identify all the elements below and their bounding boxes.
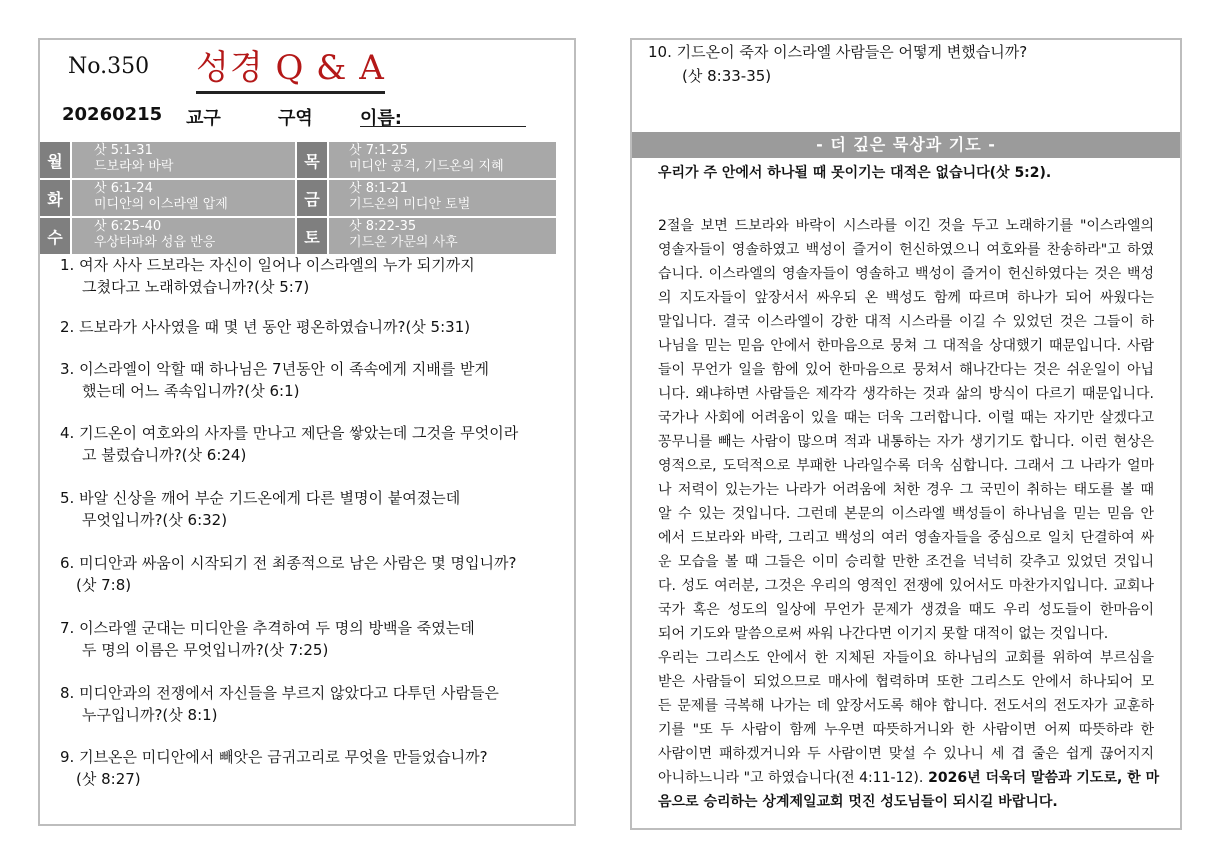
body-line: 받은 사람들이 되었으므로 매사에 협력하며 또한 그리스도 안에서 하나되어 모 xyxy=(658,674,1154,690)
schedule-row xyxy=(40,180,574,216)
district-label: 구역 xyxy=(278,108,313,129)
question-item: 1. 여자 사사 드보라는 자신이 일어나 이스라엘의 누가 되기까지 그쳤다고 노래하였습니까?(삿 5:7) xyxy=(60,256,475,296)
reading-cell xyxy=(329,218,556,254)
body-line: 든 문제를 극복해 나가는 데 앞장서도록 해야 합니다. 전도서의 전도자가 교훈하 xyxy=(658,698,1154,714)
body-line: 2절을 보면 드보라와 바락이 시스라를 이긴 것을 두고 노래하기를 "이스라엘의 xyxy=(658,218,1154,234)
question-text: 10. 기드온이 죽자 이스라엘 사람들은 어떻게 변했습니까? xyxy=(648,43,1028,61)
body-line: 다. 성도 여러분, 그것은 우리의 영적인 전쟁에 있어서도 마찬가지입니다. 교회나 xyxy=(658,578,1154,594)
reading-ref: 삿 5:1-31 xyxy=(94,143,153,158)
body-line xyxy=(658,766,1160,790)
quiz-sheet-left xyxy=(38,38,576,826)
question-item: 4. 기드온이 여호와의 사자를 만나고 제단을 쌓았는데 그것을 무엇이라 고 불렀습니까?(삿 6:24) xyxy=(60,424,519,464)
body-line: 기를 "또 두 사람이 함께 누우면 따뜻하거니와 한 사람이면 어찌 따뜻하랴 한 xyxy=(658,722,1154,738)
schedule-row xyxy=(40,142,574,178)
question-item: 7. 이스라엘 군대는 미디안을 추격하여 두 명의 방백을 죽였는데 두 명의 이름은 무엇입니까?(삿 7:25) xyxy=(60,619,475,659)
day-label: 목 xyxy=(297,142,327,178)
body-line: 습니다. 이스라엘의 영솔자들이 영솔하고 백성이 즐거이 헌신하였다는 것은 백성 xyxy=(658,266,1154,282)
question-item: 3. 이스라엘이 악할 때 하나님은 7년동안 이 족속에게 지배를 받게 했는데 어느 족속입니까?(삿 6:1) xyxy=(60,360,490,400)
question-item: 9. 기브온은 미디안에서 빼앗은 금귀고리로 무엇을 만들었습니까? (삿 8:27) xyxy=(60,748,488,788)
body-line: 국가나 사회에 어려움이 있을 때는 더욱 그러합니다. 이럴 때는 자기만 살겠다고 xyxy=(658,410,1154,426)
body-line: 영적으로, 도덕적으로 부패한 나라일수록 더욱 심합니다. 그래서 그 나라가 얼마 xyxy=(658,458,1154,474)
closing-line: 음으로 승리하는 상계제일교회 멋진 성도님들이 되시길 바랍니다. xyxy=(658,794,1058,810)
body-line: 에서 드보라와 바락, 그리고 백성의 여러 영솔자들을 중심으로 일치 단결하여 싸 xyxy=(658,530,1154,546)
reading-cell xyxy=(329,142,556,178)
question-item: 2. 드보라가 사사였을 때 몇 년 동안 평온하였습니까?(삿 5:31) xyxy=(60,318,471,336)
body-line: 나님을 믿는 믿음 안에서 한마음으로 뭉쳐 그 대적을 상대했기 때문입니다. 사람 xyxy=(658,338,1154,354)
body-line: 알 수 있는 것입니다. 그런데 본문의 이스라엘 백성들이 하나님을 믿는 믿음 안 xyxy=(658,506,1154,522)
reading-cell xyxy=(72,142,295,178)
reading-subject: 드보라와 바락 xyxy=(94,159,174,174)
reading-cell xyxy=(329,180,556,216)
day-label: 월 xyxy=(40,142,70,178)
church-label: 교구 xyxy=(186,108,221,129)
day-label: 화 xyxy=(40,180,70,216)
body-line: 의 지도자들이 앞장서서 싸우되 온 백성도 함께 따르며 하나가 되어 싸웠다는 xyxy=(658,290,1154,306)
reading-cell xyxy=(72,180,295,216)
body-line: 사람이면 패하겠거니와 두 사람이면 맞설 수 있나니 세 겹 줄은 쉽게 끊어지지 xyxy=(658,746,1154,762)
devotion-lead: 우리가 주 안에서 하나될 때 못이기는 대적은 없습니다(삿 5:2). xyxy=(658,165,1052,181)
reading-ref: 삿 8:1-21 xyxy=(349,181,408,196)
body-line-part: 아니하느니라 "고 하였습니다(전 4:11-12). xyxy=(658,770,924,786)
day-label: 토 xyxy=(297,218,327,254)
reading-ref: 삿 6:1-24 xyxy=(94,181,153,196)
page-title: 성경 Q & A xyxy=(196,40,385,94)
name-underline xyxy=(360,126,526,127)
body-line-bold: 2026년 더욱더 말씀과 기도로, 한 마 xyxy=(923,770,1160,786)
reading-ref: 삿 7:1-25 xyxy=(349,143,408,158)
schedule-row xyxy=(40,218,574,254)
reading-cell xyxy=(72,218,295,254)
body-line: 니다. 왜냐하면 사람들은 제각각 생각하는 것과 삶의 방식이 다르기 때문입니다. xyxy=(658,386,1154,402)
issue-number: No.350 xyxy=(68,54,150,79)
question-item: 8. 미디안과의 전쟁에서 자신들을 부르지 않았다고 다투던 사람들은 누구입니까?(삿 8:1) xyxy=(60,684,499,724)
reading-subject: 기드온 가문의 사후 xyxy=(349,235,458,250)
devotion-banner: - 더 깊은 묵상과 기도 - xyxy=(632,132,1180,158)
reading-ref: 삿 6:25-40 xyxy=(94,219,162,234)
body-line: 국가 혹은 성도의 일상에 무언가 문제가 생겼을 때도 우리 성도들이 한마음이 xyxy=(658,602,1154,618)
body-line: 나 저력이 있는가는 나라가 어려움에 처한 경우 그 국민이 취하는 태도를 볼 때 xyxy=(658,482,1154,498)
devotion-body xyxy=(658,214,1160,814)
question-item: 5. 바알 신상을 깨어 부순 기드온에게 다른 별명이 붙여졌는데 무엇입니까?(삿 6:32) xyxy=(60,489,461,529)
reading-subject: 우상타파와 성읍 반응 xyxy=(94,235,216,250)
name-label: 이름: xyxy=(360,108,402,129)
body-line: 되어 기도와 말씀으로써 싸워 나간다면 이기지 못할 대적이 없는 것입니다. xyxy=(658,626,1109,642)
reading-schedule xyxy=(40,142,574,256)
body-line: 운 모습을 볼 때 그들은 이미 승리할 만한 조건을 넉넉히 갖추고 있었던 것입니 xyxy=(658,554,1154,570)
body-line: 우리는 그리스도 안에서 한 지체된 자들이요 하나님의 교회를 위하여 부르심을 xyxy=(658,650,1154,666)
day-label: 수 xyxy=(40,218,70,254)
body-line: 말입니다. 결국 이스라엘이 강한 대적 시스라를 이길 수 있었던 것은 그들이 하 xyxy=(658,314,1154,330)
reading-subject: 미디안의 이스라엘 압제 xyxy=(94,197,228,212)
question-item: 6. 미디안과 싸움이 시작되기 전 최종적으로 남은 사람은 몇 명입니까? (삿 7:8) xyxy=(60,554,517,594)
body-line: 영솔자들이 영솔하였고 백성이 즐거이 헌신하였으니 여호와를 찬송하라"고 하였 xyxy=(658,242,1154,258)
question-item xyxy=(648,40,1027,88)
reading-subject: 미디안 공격, 기드온의 지혜 xyxy=(349,159,504,174)
devotion-sheet-right xyxy=(630,38,1182,830)
reading-subject: 기드온의 미디안 토벌 xyxy=(349,197,471,212)
question-ref: (삿 8:33-35) xyxy=(682,67,772,85)
reading-ref: 삿 8:22-35 xyxy=(349,219,417,234)
date-label: 20260215 xyxy=(62,104,163,125)
body-line: 들이 무언가 일을 함에 있어 한마음으로 뭉쳐서 해나간다는 것은 쉬운일이 아닙 xyxy=(658,362,1154,378)
question-list xyxy=(60,254,570,796)
day-label: 금 xyxy=(297,180,327,216)
body-line: 꽁무니를 빼는 사람이 많으며 적과 내통하는 자가 생기기도 합니다. 이런 현상은 xyxy=(658,434,1154,450)
